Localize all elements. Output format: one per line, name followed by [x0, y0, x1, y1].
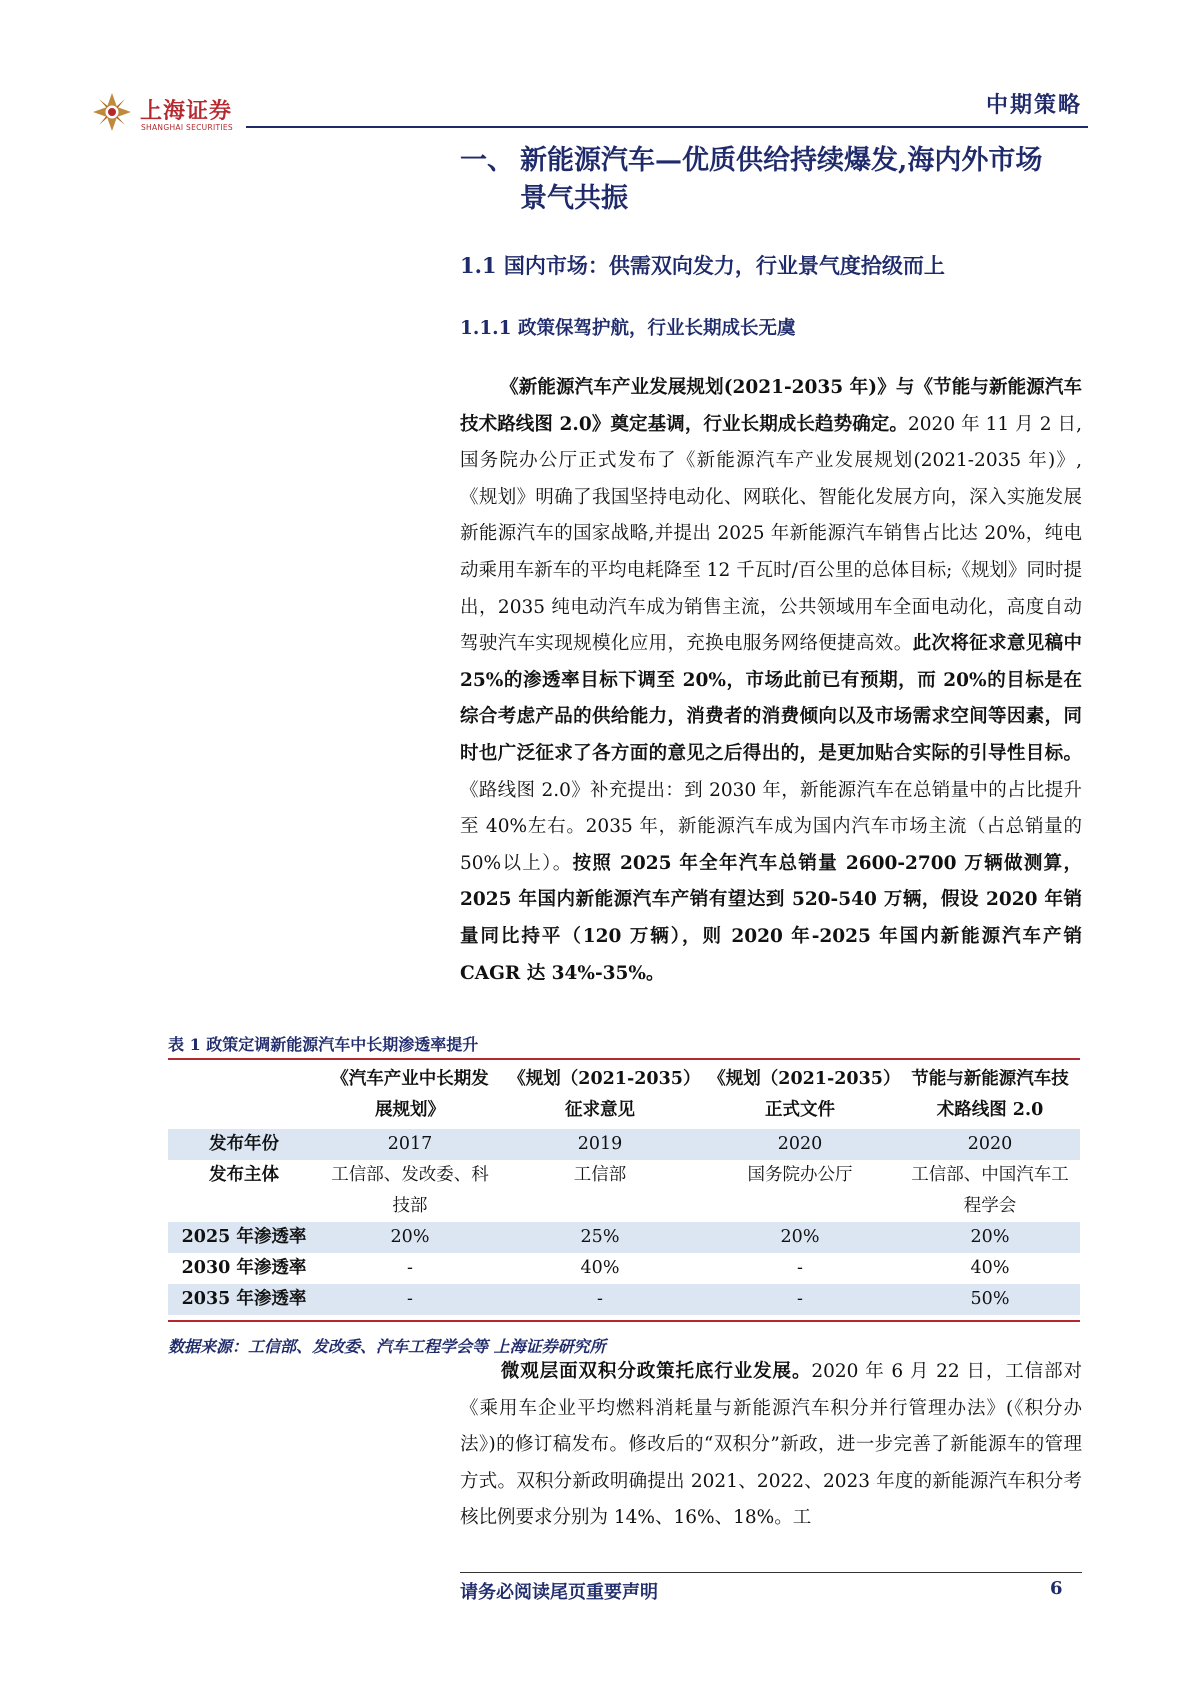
- para2-lead: 微观层面双积分政策托底行业发展。: [500, 1361, 812, 1382]
- para1-bold-d: 按照 2025 年全年汽车总销量 2600-2700 万辆做测算，2025 年国内新能源汽车产销有望达到 520-540 万辆，假设 2020 年销量同比持平（120 万辆），则 2020 年-2025 年国内新能源汽车产销 CAGR 达 34%-35%。: [460, 852, 1082, 984]
- table-row: [168, 1222, 1080, 1253]
- table-cell: 20%: [700, 1222, 900, 1253]
- section-title-line1: 新能源汽车—优质供给持续爆发,海内外市场: [520, 145, 1043, 176]
- header-divider: [246, 126, 1088, 128]
- footer-disclaimer: 请务必阅读尾页重要声明: [460, 1582, 658, 1603]
- table-header-cell: [168, 1062, 320, 1129]
- table-header-cell: 节能与新能源汽车技术路线图 2.0: [900, 1062, 1080, 1129]
- para1-lead: 《新能源汽车产业发展规划(2021-2035 年)》与《节能与新能源汽车技术路线图 2.0》奠定基调，行业长期成长趋势确定。: [460, 377, 1082, 435]
- body-paragraph-1: [460, 370, 1082, 992]
- table-header-cell: 《汽车产业中长期发展规划》: [320, 1062, 500, 1129]
- table-cell: 工信部: [573, 1165, 627, 1185]
- row-label: 2025 年渗透率: [168, 1222, 320, 1253]
- shanghai-securities-logo-icon: [92, 92, 132, 132]
- table-cell: 40%: [970, 1258, 1010, 1278]
- page-number: 6: [1050, 1578, 1063, 1599]
- table-caption: 表 1 政策定调新能源汽车中长期渗透率提升: [168, 1035, 479, 1054]
- table-cell: -: [500, 1284, 700, 1315]
- footer-divider: [460, 1572, 1082, 1573]
- table-row: [168, 1253, 1080, 1284]
- table-top-rule: [168, 1058, 1080, 1060]
- report-type: 中期策略: [985, 92, 1082, 118]
- table-cell: -: [320, 1284, 500, 1315]
- table-cell: 2020: [900, 1129, 1080, 1161]
- table-header-row: [168, 1062, 1080, 1129]
- table-header-cell: 《规划（2021-2035）正式文件: [700, 1062, 900, 1129]
- brand-name-cn: 上海证券: [140, 99, 233, 124]
- policy-table: [168, 1062, 1080, 1315]
- table-row: [168, 1284, 1080, 1315]
- row-label: 发布主体: [209, 1165, 279, 1185]
- table-cell: 2017: [320, 1129, 500, 1161]
- section-number: 一、: [460, 145, 514, 176]
- table-cell: 工信部、中国汽车工程学会: [911, 1165, 1069, 1216]
- table-cell: 50%: [900, 1284, 1080, 1315]
- row-label: 2030 年渗透率: [181, 1258, 307, 1278]
- section-heading: [460, 142, 1100, 218]
- subsubsection-heading: 1.1.1 政策保驾护航，行业长期成长无虞: [460, 318, 796, 339]
- table-cell: -: [700, 1284, 900, 1315]
- para1-text-a: 2020 年 11 月 2 日,国务院办公厅正式发布了《新能源汽车产业发展规划(2021-2035 年)》,《规划》明确了我国坚持电动化、网联化、智能化发展方向，深入实施发展新能源汽车的国家战略,并提出 2025 年新能源汽车销售占比达 20%，纯电动乘用车新车的平均电耗降至 12 千瓦时/百公里的总体目标;《规划》同时提出，2035 纯电动汽车成为销售主流，公共领域用车全面电动化，高度自动驾驶汽车实现规模化应用，充换电服务网络便捷高效。: [460, 413, 1082, 655]
- brand-name-en: SHANGHAI SECURITIES: [141, 123, 233, 132]
- table-cell: 工信部、发改委、科技部: [331, 1165, 489, 1216]
- table-cell: 20%: [320, 1222, 500, 1253]
- row-label: 2035 年渗透率: [168, 1284, 320, 1315]
- body-paragraph-2: [460, 1354, 1082, 1537]
- table-cell: -: [797, 1258, 803, 1278]
- table-cell: 20%: [900, 1222, 1080, 1253]
- table-cell: 25%: [500, 1222, 700, 1253]
- table-bottom-rule: [168, 1320, 1080, 1322]
- row-label: 发布年份: [168, 1129, 320, 1161]
- subsection-heading: 1.1 国内市场：供需双向发力，行业景气度拾级而上: [460, 253, 945, 278]
- table-cell: 2019: [500, 1129, 700, 1161]
- table-row: [168, 1129, 1080, 1161]
- table-cell: 40%: [580, 1258, 620, 1278]
- table-row: [168, 1160, 1080, 1222]
- para2-text: 2020 年 6 月 22 日，工信部对《乘用车企业平均燃料消耗量与新能源汽车积分并行管理办法》(《积分办法》)的修订稿发布。修改后的“双积分”新政，进一步完善了新能源车的管理方式。双积分新政明确提出 2021、2022、2023 年度的新能源汽车积分考核比例要求分别为 14%、16%、18%。工: [460, 1361, 1082, 1529]
- table-cell: -: [407, 1258, 413, 1278]
- table-header-cell: 《规划（2021-2035）征求意见: [500, 1062, 700, 1129]
- table-cell: 2020: [700, 1129, 900, 1161]
- table-cell: 国务院办公厅: [747, 1165, 853, 1185]
- para1-bold-b: 此次将征求意见稿中 25%的渗透率目标下调至 20%，市场此前已有预期，而 20%的目标是在综合考虑产品的供给能力，消费者的消费倾向以及市场需求空间等因素，同时也广泛征求了各方面的意见之后得出的，是更加贴合实际的引导性目标。: [460, 633, 1082, 764]
- para1-text-c: 《路线图 2.0》补充提出：到 2030 年，新能源汽车在总销量中的占比提升至 40%左右。2035 年，新能源汽车成为国内汽车市场主流（占总销量的 50%以上）。: [460, 779, 1082, 874]
- table-source: 数据来源：工信部、发改委、汽车工程学会等 上海证券研究所: [168, 1337, 606, 1356]
- section-title-line2: 景气共振: [520, 183, 628, 214]
